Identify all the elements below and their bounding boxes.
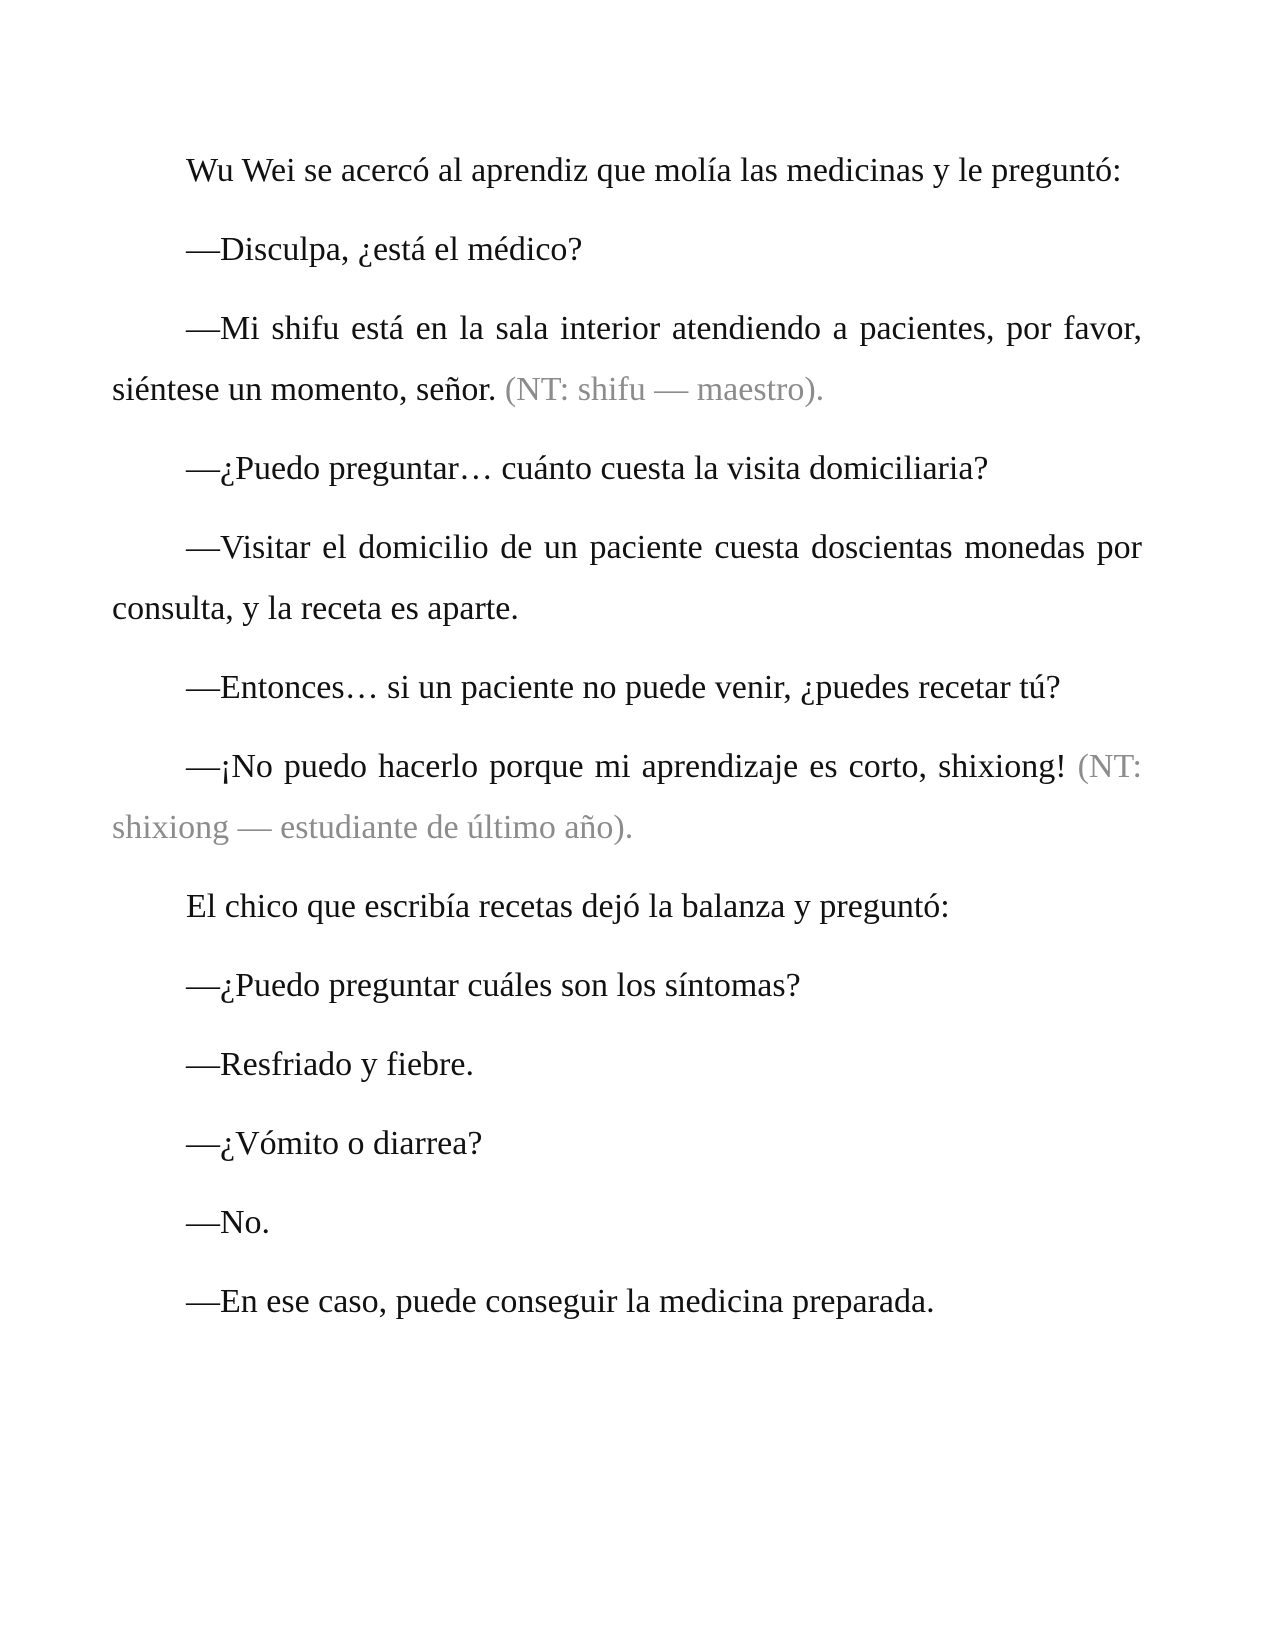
paragraph-11	[112, 1113, 1142, 1174]
paragraph-text: —¿Puedo preguntar cuáles son los síntomas?	[186, 967, 801, 1004]
paragraph-text: —Disculpa, ¿está el médico?	[186, 231, 583, 268]
paragraph-text: El chico que escribía recetas dejó la balanza y preguntó:	[186, 888, 950, 925]
translator-note: (NT: shifu — maestro).	[504, 371, 825, 408]
translator-note: (NT: shixiong — estudiante de último año).	[112, 748, 1142, 846]
paragraph-7	[112, 736, 1142, 858]
paragraph-text: —¿Vómito o diarrea?	[186, 1125, 483, 1162]
paragraph-5	[112, 517, 1142, 639]
document-page	[112, 140, 1142, 1350]
paragraph-12	[112, 1192, 1142, 1253]
paragraph-3	[112, 298, 1142, 420]
paragraph-6	[112, 657, 1142, 718]
paragraph-text: —Resfriado y fiebre.	[186, 1046, 474, 1083]
paragraph-4	[112, 438, 1142, 499]
paragraph-8	[112, 876, 1142, 937]
paragraph-10	[112, 1034, 1142, 1095]
paragraph-9	[112, 955, 1142, 1016]
paragraph-text: —En ese caso, puede conseguir la medicina preparada.	[186, 1283, 935, 1320]
paragraph-1	[112, 140, 1142, 201]
paragraph-13	[112, 1271, 1142, 1332]
paragraph-text: —Visitar el domicilio de un paciente cuesta doscientas monedas por consulta, y la receta es aparte.	[112, 529, 1142, 627]
paragraph-text: —No.	[186, 1204, 271, 1241]
paragraph-text: Wu Wei se acercó al aprendiz que molía las medicinas y le preguntó:	[186, 152, 1122, 189]
paragraph-text: —¿Puedo preguntar… cuánto cuesta la visita domiciliaria?	[186, 450, 989, 487]
paragraph-text: —¡No puedo hacerlo porque mi aprendizaje es corto, shixiong!	[186, 748, 1067, 785]
paragraph-2	[112, 219, 1142, 280]
paragraph-text: —Entonces… si un paciente no puede venir, ¿puedes recetar tú?	[186, 669, 1061, 706]
paragraph-text: —Mi shifu está en la sala interior atendiendo a pacientes, por favor, siéntese un momento, señor.	[112, 310, 1142, 408]
